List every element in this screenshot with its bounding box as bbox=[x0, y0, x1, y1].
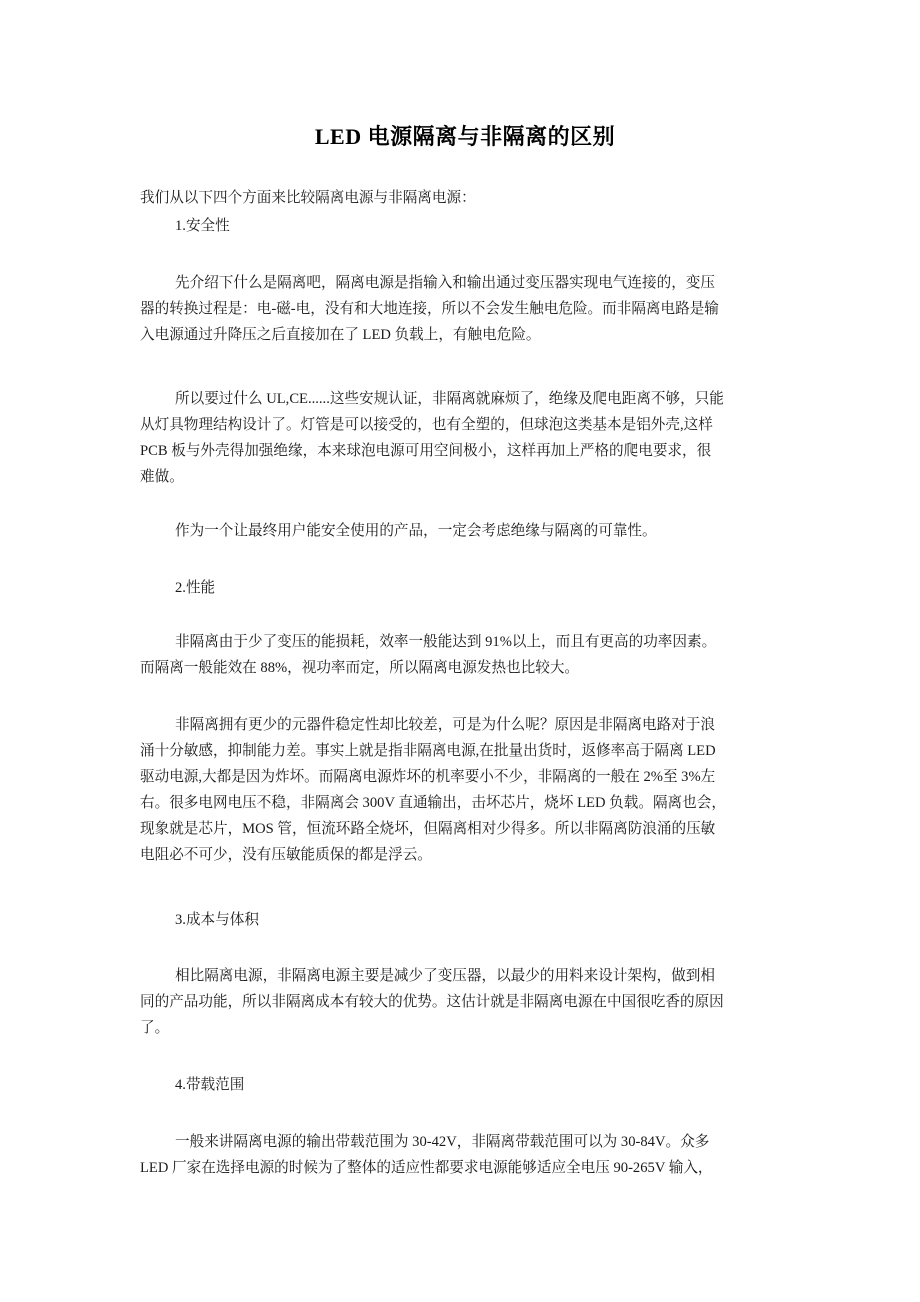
paragraph-line: 而隔离一般能效在 88%，视功率而定，所以隔离电源发热也比较大。 bbox=[140, 660, 580, 676]
section-heading-safety: 1.安全性 bbox=[175, 218, 230, 234]
paragraph-line: 非隔离拥有更少的元器件稳定性却比较差，可是为什么呢？原因是非隔离电路对于浪 bbox=[175, 717, 715, 733]
paragraph-line: 电阻必不可少，没有压敏能质保的都是浮云。 bbox=[140, 847, 432, 863]
intro-text: 我们从以下四个方面来比较隔离电源与非隔离电源： bbox=[140, 190, 476, 206]
paragraph-line: 入电源通过升降压之后直接加在了 LED 负载上，有触电危险。 bbox=[140, 327, 541, 343]
paragraph-line: 先介绍下什么是隔离吧，隔离电源是指输入和输出通过变压器实现电气连接的，变压 bbox=[175, 275, 715, 291]
paragraph-line: 所以要过什么 UL,CE......这些安规认证，非隔离就麻烦了，绝缘及爬电距离不够，只能 bbox=[175, 391, 724, 407]
paragraph-line: LED 厂家在选择电源的时候为了整体的适应性都要求电源能够适应全电压 90-265V 输入， bbox=[140, 1160, 713, 1176]
paragraph-line: 涌十分敏感，抑制能力差。事实上就是指非隔离电源,在批量出货时，返修率高于隔离 LED bbox=[140, 743, 716, 759]
section-heading-cost-volume: 3.成本与体积 bbox=[175, 912, 259, 928]
paragraph-line: 从灯具物理结构设计了。灯管是可以接受的，也有全塑的，但球泡这类基本是铝外壳,这样 bbox=[140, 417, 713, 433]
paragraph-line: 了。 bbox=[140, 1020, 170, 1036]
paragraph-line: 右。很多电网电压不稳，非隔离会 300V 直通输出，击坏芯片，烧坏 LED 负载。隔离也会， bbox=[140, 795, 726, 811]
paragraph-line: 现象就是芯片，MOS 管，恒流环路全烧坏，但隔离相对少得多。所以非隔离防浪涌的压敏 bbox=[140, 821, 716, 837]
paragraph-line: 驱动电源,大都是因为炸坏。而隔离电源炸坏的机率要小不少，非隔离的一般在 2%至 3%左 bbox=[140, 769, 716, 785]
paragraph-line: PCB 板与外壳得加强绝缘，本来球泡电源可用空间极小，这样再加上严格的爬电要求，很 bbox=[140, 443, 712, 459]
paragraph-line: 作为一个让最终用户能安全使用的产品，一定会考虑绝缘与隔离的可靠性。 bbox=[175, 523, 657, 539]
section-heading-load-range: 4.带载范围 bbox=[175, 1077, 245, 1093]
document-title: LED 电源隔离与非隔离的区别 bbox=[314, 124, 616, 149]
paragraph-line: 同的产品功能，所以非隔离成本有较大的优势。这估计就是非隔离电源在中国很吃香的原因 bbox=[140, 994, 724, 1010]
paragraph-line: 器的转换过程是：电-磁-电，没有和大地连接，所以不会发生触电危险。而非隔离电路是输 bbox=[140, 301, 719, 317]
paragraph-line: 难做。 bbox=[140, 469, 184, 485]
paragraph-line: 相比隔离电源，非隔离电源主要是减少了变压器，以最少的用料来设计架构，做到相 bbox=[175, 968, 715, 984]
paragraph-line: 一般来讲隔离电源的输出带载范围为 30-42V，非隔离带载范围可以为 30-84V。众多 bbox=[175, 1134, 710, 1150]
paragraph-line: 非隔离由于少了变压的能损耗，效率一般能达到 91%以上，而且有更高的功率因素。 bbox=[175, 634, 717, 650]
section-heading-performance: 2.性能 bbox=[175, 580, 216, 596]
